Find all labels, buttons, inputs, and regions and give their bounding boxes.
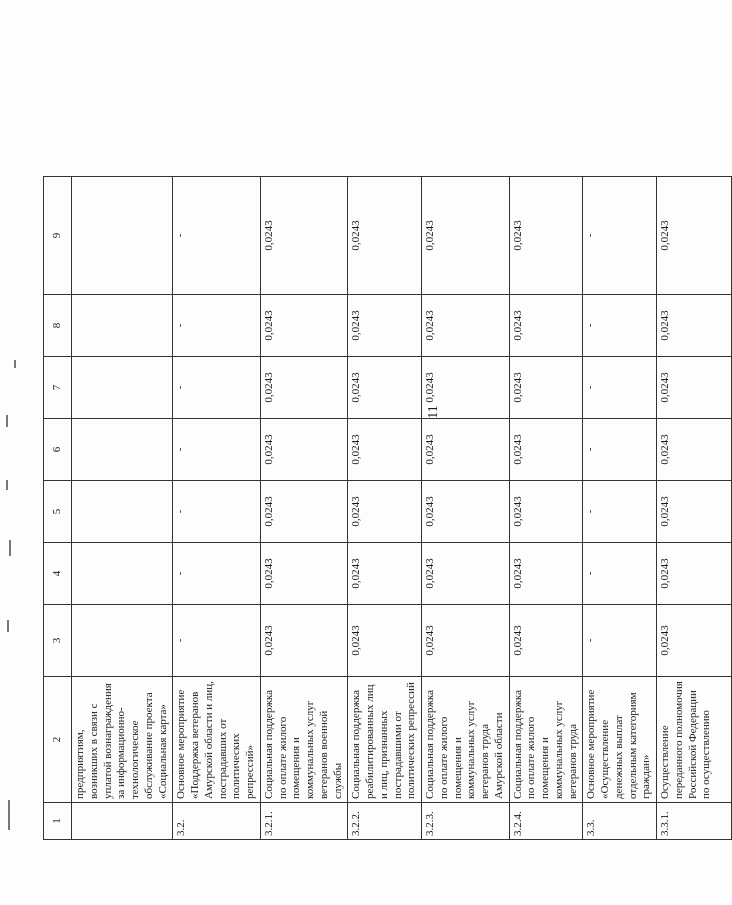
value-cell: 0,0243: [509, 295, 583, 357]
scan-mark: [14, 360, 16, 368]
value-cell: 0,0243: [422, 419, 510, 481]
value-cell: 0,0243: [422, 357, 510, 419]
value-cell: 0,0243: [348, 295, 422, 357]
value-cell: 0,0243: [348, 543, 422, 605]
document-table-rotated: [43, 177, 713, 840]
row-number: [72, 803, 173, 840]
value-cell: [72, 295, 173, 357]
value-cell: -: [583, 543, 657, 605]
value-cell: 0,0243: [260, 357, 348, 419]
value-cell: 0,0243: [260, 295, 348, 357]
scan-mark: [9, 540, 11, 556]
value-cell: 0,0243: [657, 481, 732, 543]
value-cell: [72, 543, 173, 605]
table-row: [72, 177, 173, 840]
value-cell: 0,0243: [509, 419, 583, 481]
value-cell: 0,0243: [348, 177, 422, 295]
value-cell: 0,0243: [260, 419, 348, 481]
indicator-table: [43, 176, 732, 840]
value-cell: 0,0243: [657, 419, 732, 481]
row-description: Социальная поддержка по оплате жилого помещения и коммунальных услуг ветеранов труда: [509, 677, 583, 803]
column-header: 3: [44, 605, 72, 677]
value-cell: -: [583, 605, 657, 677]
table-row: [422, 177, 510, 840]
value-cell: -: [173, 419, 261, 481]
row-number: 3.2.2.: [348, 803, 422, 840]
row-description: Социальная поддержка реабилитированных лиц и лиц, признанных пострадавшими от политических репрессий: [348, 677, 422, 803]
value-cell: 0,0243: [260, 177, 348, 295]
scan-mark: [6, 480, 8, 490]
row-number: 3.2.4.: [509, 803, 583, 840]
column-header: 6: [44, 419, 72, 481]
scan-mark: [8, 800, 10, 830]
value-cell: 0,0243: [348, 605, 422, 677]
row-description: предприятиям, возникших в связи с уплатой вознаграждения за информационно-технологическое обслуживание проекта «Социальная карта»: [72, 677, 173, 803]
value-cell: 0,0243: [422, 481, 510, 543]
value-cell: 0,0243: [422, 295, 510, 357]
value-cell: -: [173, 481, 261, 543]
value-cell: 0,0243: [657, 605, 732, 677]
value-cell: 0,0243: [509, 177, 583, 295]
value-cell: 0,0243: [657, 177, 732, 295]
value-cell: [72, 419, 173, 481]
value-cell: -: [173, 177, 261, 295]
row-description: Основное мероприятие «Осуществление денежных выплат отдельным категориям граждан»: [583, 677, 657, 803]
row-number: 3.3.: [583, 803, 657, 840]
row-number: 3.2.3.: [422, 803, 510, 840]
value-cell: 0,0243: [422, 605, 510, 677]
page-number: 11: [426, 405, 441, 419]
row-number: 3.2.1.: [260, 803, 348, 840]
value-cell: 0,0243: [509, 357, 583, 419]
value-cell: [72, 177, 173, 295]
value-cell: [72, 605, 173, 677]
column-header: 4: [44, 543, 72, 605]
table-row: [657, 177, 732, 840]
column-header: 8: [44, 295, 72, 357]
value-cell: 0,0243: [509, 481, 583, 543]
value-cell: 0,0243: [348, 481, 422, 543]
value-cell: -: [583, 295, 657, 357]
value-cell: 0,0243: [657, 543, 732, 605]
column-header: 1: [44, 803, 72, 840]
value-cell: [72, 357, 173, 419]
row-description: Социальная поддержка по оплате жилого помещения и коммунальных услуг ветеранов труда Амурской области: [422, 677, 510, 803]
table-row: [260, 177, 348, 840]
value-cell: -: [583, 357, 657, 419]
table-row: [583, 177, 657, 840]
header-row: [44, 177, 72, 840]
value-cell: 0,0243: [260, 605, 348, 677]
value-cell: -: [583, 177, 657, 295]
table-row: [173, 177, 261, 840]
table-row: [348, 177, 422, 840]
value-cell: 0,0243: [260, 543, 348, 605]
row-description: Осуществление переданного полномочия Российской Федерации по осуществлению: [657, 677, 732, 803]
column-header: 9: [44, 177, 72, 295]
value-cell: -: [583, 419, 657, 481]
scan-mark: [6, 415, 8, 427]
value-cell: [72, 481, 173, 543]
value-cell: 0,0243: [509, 543, 583, 605]
value-cell: 0,0243: [509, 605, 583, 677]
value-cell: 0,0243: [657, 295, 732, 357]
row-number: 3.3.1.: [657, 803, 732, 840]
value-cell: -: [173, 357, 261, 419]
row-description: Основное мероприятие «Поддержка ветеранов Амурской области и лиц, пострадавших от политических репрессий»: [173, 677, 261, 803]
scan-mark: [7, 620, 9, 632]
value-cell: 0,0243: [348, 419, 422, 481]
table-row: [509, 177, 583, 840]
column-header: 5: [44, 481, 72, 543]
value-cell: -: [173, 295, 261, 357]
value-cell: 0,0243: [348, 357, 422, 419]
value-cell: 0,0243: [260, 481, 348, 543]
row-number: 3.2.: [173, 803, 261, 840]
value-cell: 0,0243: [422, 543, 510, 605]
value-cell: 0,0243: [422, 177, 510, 295]
value-cell: -: [173, 543, 261, 605]
value-cell: -: [583, 481, 657, 543]
value-cell: 0,0243: [657, 357, 732, 419]
column-header: 7: [44, 357, 72, 419]
value-cell: -: [173, 605, 261, 677]
row-description: Социальная поддержка по оплате жилого помещения и коммунальных услуг ветеранов военной службы: [260, 677, 348, 803]
column-header: 2: [44, 677, 72, 803]
